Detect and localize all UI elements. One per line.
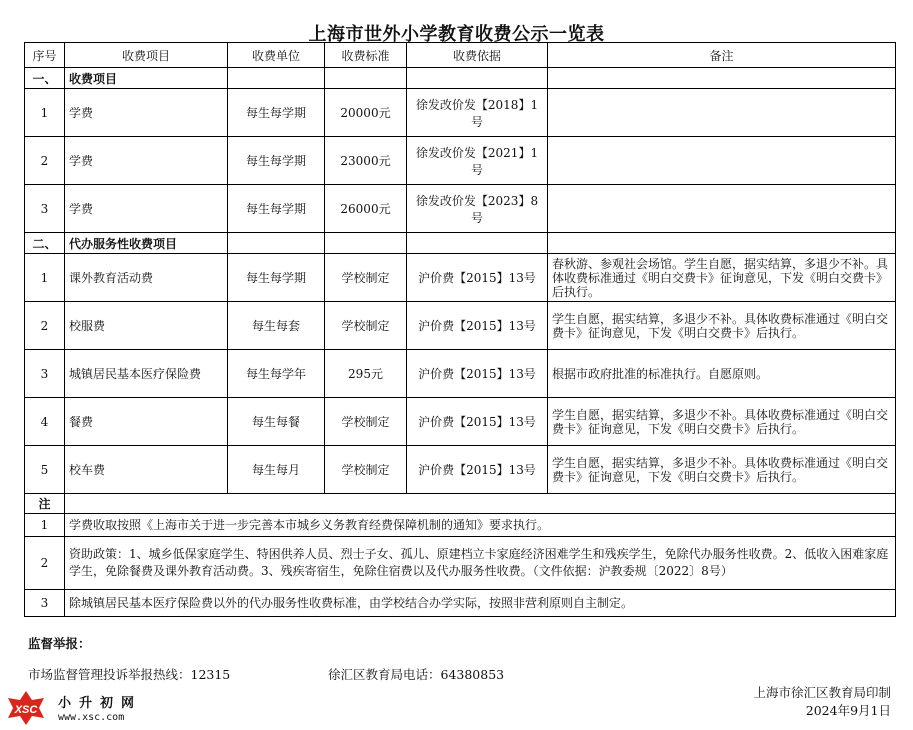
fee-remark: 根据市政府批准的标准执行。自愿原则。 xyxy=(548,350,896,398)
section-number: 一、 xyxy=(25,68,65,89)
fee-remark xyxy=(548,89,896,137)
table-row xyxy=(25,137,896,185)
table-row xyxy=(25,302,896,350)
header-cell: 序号 xyxy=(25,43,65,68)
fee-basis: 沪价费【2015】13号 xyxy=(407,398,548,446)
fee-unit: 每生每学期 xyxy=(228,137,325,185)
row-number: 2 xyxy=(25,302,65,350)
fee-unit: 每生每学年 xyxy=(228,350,325,398)
fee-standard: 学校制定 xyxy=(325,254,407,302)
fee-remark xyxy=(548,185,896,233)
fee-remark: 学生自愿，据实结算，多退少不补。具体收费标准通过《明白交费卡》征询意见，下发《明白交费卡》后执行。 xyxy=(548,302,896,350)
section-header-row xyxy=(25,233,896,254)
note-text: 除城镇居民基本医疗保险费以外的代办服务性收费标准，由学校结合办学实际，按照非营利原则自主制定。 xyxy=(65,590,896,617)
note-row xyxy=(25,514,896,537)
fee-basis: 沪价费【2015】13号 xyxy=(407,350,548,398)
fee-standard: 学校制定 xyxy=(325,398,407,446)
fee-standard: 23000元 xyxy=(325,137,407,185)
fee-item: 校车费 xyxy=(65,446,228,494)
fee-standard: 学校制定 xyxy=(325,302,407,350)
fee-unit: 每生每学期 xyxy=(228,185,325,233)
section-title: 收费项目 xyxy=(65,68,228,89)
fee-unit: 每生每月 xyxy=(228,446,325,494)
site-name: 小升初网 xyxy=(58,696,143,711)
fee-unit: 每生每套 xyxy=(228,302,325,350)
table-row xyxy=(25,398,896,446)
fee-basis: 沪价费【2015】13号 xyxy=(407,446,548,494)
fee-unit: 每生每学期 xyxy=(228,89,325,137)
fee-item: 课外教育活动费 xyxy=(65,254,228,302)
fee-item: 城镇居民基本医疗保险费 xyxy=(65,350,228,398)
section-title: 代办服务性收费项目 xyxy=(65,233,228,254)
print-date: 2024年9月1日 xyxy=(805,703,891,718)
fee-remark: 学生自愿，据实结算，多退少不补。具体收费标准通过《明白交费卡》征询意见，下发《明白交费卡》后执行。 xyxy=(548,398,896,446)
row-number: 1 xyxy=(25,89,65,137)
notes-label: 注 xyxy=(25,494,65,514)
row-number: 3 xyxy=(25,185,65,233)
fee-unit: 每生每学期 xyxy=(228,254,325,302)
row-number: 5 xyxy=(25,446,65,494)
fee-basis: 徐发改价发【2023】8号 xyxy=(407,185,548,233)
note-row xyxy=(25,537,896,590)
row-number: 2 xyxy=(25,137,65,185)
fee-item: 校服费 xyxy=(65,302,228,350)
header-cell: 收费标准 xyxy=(325,43,407,68)
table-header-row xyxy=(25,43,896,68)
note-number: 1 xyxy=(25,514,65,537)
section-header-row xyxy=(25,68,896,89)
fee-standard: 20000元 xyxy=(325,89,407,137)
row-number: 1 xyxy=(25,254,65,302)
table-row xyxy=(25,185,896,233)
svg-text:XSC: XSC xyxy=(14,704,38,716)
note-text: 学费收取按照《上海市关于进一步完善本市城乡义务教育经费保障机制的通知》要求执行。 xyxy=(65,514,896,537)
table-row xyxy=(25,89,896,137)
header-cell: 备注 xyxy=(548,43,896,68)
fee-standard: 26000元 xyxy=(325,185,407,233)
section-number: 二、 xyxy=(25,233,65,254)
fee-item: 学费 xyxy=(65,185,228,233)
fee-item: 学费 xyxy=(65,89,228,137)
header-cell: 收费单位 xyxy=(228,43,325,68)
bureau-phone: 徐汇区教育局电话：64380853 xyxy=(328,667,505,682)
fee-basis: 徐发改价发【2018】1号 xyxy=(407,89,548,137)
fee-basis: 徐发改价发【2021】1号 xyxy=(407,137,548,185)
supervision-label: 监督举报： xyxy=(28,636,91,651)
header-cell: 收费依据 xyxy=(407,43,548,68)
site-logo xyxy=(6,690,46,726)
notes-header-row xyxy=(25,494,896,514)
note-text: 资助政策：1、城乡低保家庭学生、特困供养人员、烈士子女、孤儿、原建档立卡家庭经济困难学生和残疾学生，免除代办服务性收费。2、低收入困难家庭学生，免除餐费及课外教育活动费。3、残疾寄宿生，免除住宿费以及代办服务性收费。（文件依据：沪教委规〔2022〕8号） xyxy=(65,537,896,590)
table-row xyxy=(25,350,896,398)
fee-table xyxy=(24,42,896,617)
header-cell: 收费项目 xyxy=(65,43,228,68)
site-url: www.xsc.com xyxy=(58,712,125,723)
fee-remark: 春秋游、参观社会场馆。学生自愿，据实结算，多退少不补。具体收费标准通过《明白交费卡》征询意见，下发《明白交费卡》后执行。 xyxy=(548,254,896,302)
fee-remark xyxy=(548,137,896,185)
table-row xyxy=(25,446,896,494)
fee-standard: 295元 xyxy=(325,350,407,398)
page-title: 上海市世外小学教育收费公示一览表 xyxy=(308,24,605,45)
fee-basis: 沪价费【2015】13号 xyxy=(407,254,548,302)
complaint-hotline: 市场监督管理投诉举报热线：12315 xyxy=(28,667,231,682)
printer-name: 上海市徐汇区教育局印制 xyxy=(753,685,891,700)
fee-item: 餐费 xyxy=(65,398,228,446)
fee-remark: 学生自愿，据实结算，多退少不补。具体收费标准通过《明白交费卡》征询意见，下发《明白交费卡》后执行。 xyxy=(548,446,896,494)
table-row xyxy=(25,254,896,302)
note-number: 3 xyxy=(25,590,65,617)
note-row xyxy=(25,590,896,617)
fee-item: 学费 xyxy=(65,137,228,185)
fee-basis: 沪价费【2015】13号 xyxy=(407,302,548,350)
row-number: 4 xyxy=(25,398,65,446)
row-number: 3 xyxy=(25,350,65,398)
note-number: 2 xyxy=(25,537,65,590)
fee-unit: 每生每餐 xyxy=(228,398,325,446)
fee-standard: 学校制定 xyxy=(325,446,407,494)
